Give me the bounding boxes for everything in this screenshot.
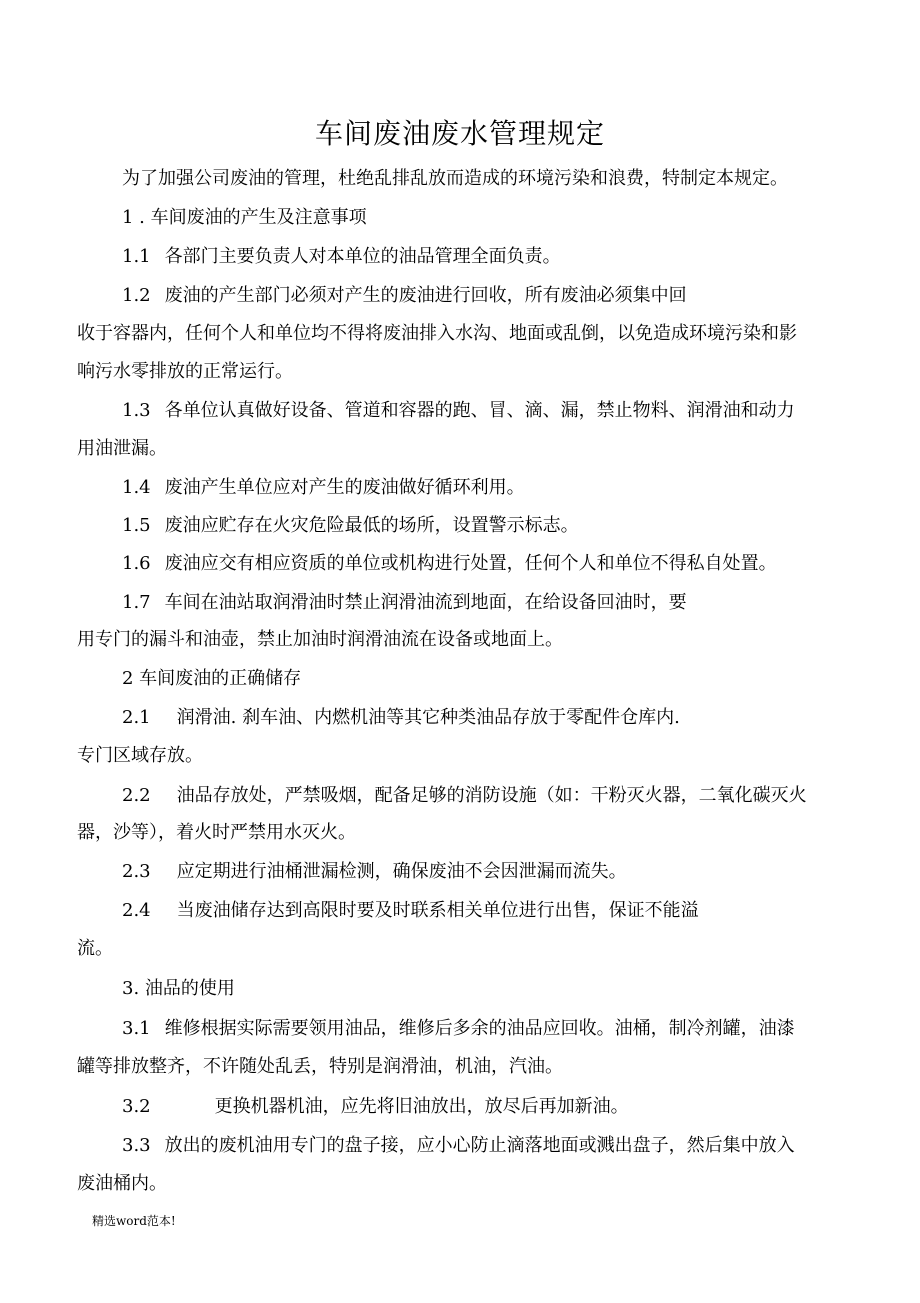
- item-3-1: [122, 1018, 795, 1040]
- item-2-1: [122, 707, 680, 729]
- section-3-heading: 3. 油品的使用: [122, 978, 235, 999]
- item-number: 3.1: [122, 1018, 151, 1039]
- item-1-2-continuation: 收于容器内，任何个人和单位均不得将废油排入水沟、地面或乱倒，以免造成环境污染和影: [77, 323, 797, 344]
- item-2-3: [122, 861, 627, 883]
- item-number: 2.2: [122, 785, 151, 806]
- item-3-2: [122, 1096, 629, 1118]
- item-1-2: [122, 285, 687, 307]
- item-number: 2.3: [122, 861, 151, 882]
- item-number: 1.5: [122, 515, 151, 536]
- item-1-5: [122, 515, 579, 537]
- item-text: 废油应贮存在火灾危险最低的场所，设置警示标志。: [164, 515, 579, 536]
- item-text: 应定期进行油桶泄漏检测，确保废油不会因泄漏而流失。: [176, 861, 627, 882]
- item-text: 废油的产生部门必须对产生的废油进行回收，所有废油必须集中回: [164, 285, 687, 306]
- item-1-4: [122, 477, 525, 499]
- item-number: 1.1: [122, 246, 151, 267]
- item-text: 油品存放处，严禁吸烟，配备足够的消防设施（如：干粉灭火器，二氧化碳灭火: [176, 785, 807, 806]
- item-text: 当废油储存达到高限时要及时联系相关单位进行出售，保证不能溢: [176, 900, 699, 921]
- item-number: 2.1: [122, 707, 151, 728]
- page-footer: 精选word范本!: [92, 1214, 176, 1228]
- item-1-1: [122, 246, 561, 268]
- section-1-heading: 1 . 车间废油的产生及注意事项: [122, 207, 367, 228]
- item-2-2-continuation: 器，沙等），着火时严禁用水灭火。: [77, 822, 356, 843]
- item-number: 1.7: [122, 592, 151, 613]
- item-1-7-continuation: 用专门的漏斗和油壶，禁止加油时润滑油流在设备或地面上。: [77, 629, 563, 650]
- item-number: 1.4: [122, 477, 151, 498]
- item-text: 车间在油站取润滑油时禁止润滑油流到地面，在给设备回油时，要: [164, 592, 687, 613]
- document-title: 车间废油废水管理规定: [314, 117, 605, 150]
- item-number: 1.3: [122, 400, 151, 421]
- item-1-3: [122, 400, 795, 422]
- item-text: 润滑油. 刹车油、内燃机油等其它种类油品存放于零配件仓库内.: [176, 707, 680, 728]
- item-number: 1.2: [122, 285, 151, 306]
- item-text: 放出的废机油用专门的盘子接，应小心防止滴落地面或溅出盘子，然后集中放入: [164, 1135, 795, 1156]
- item-number: 3.3: [122, 1135, 151, 1156]
- item-1-3-continuation: 用油泄漏。: [77, 438, 167, 459]
- item-1-6: [122, 553, 777, 575]
- item-2-4-continuation: 流。: [77, 938, 113, 959]
- item-number: 1.6: [122, 553, 151, 574]
- intro-paragraph: 为了加强公司废油的管理，杜绝乱排乱放而造成的环境污染和浪费，特制定本规定。: [122, 168, 788, 189]
- item-text: 更换机器机油，应先将旧油放出，放尽后再加新油。: [214, 1096, 629, 1117]
- section-2-heading: 2 车间废油的正确储存: [122, 668, 302, 689]
- item-2-4: [122, 900, 699, 922]
- item-text: 各部门主要负责人对本单位的油品管理全面负责。: [164, 246, 561, 267]
- item-number: 2.4: [122, 900, 151, 921]
- item-2-2: [122, 785, 807, 807]
- item-text: 维修根据实际需要领用油品，维修后多余的油品应回收。油桶，制冷剂罐，油漆: [164, 1018, 795, 1039]
- item-text: 各单位认真做好设备、管道和容器的跑、冒、滴、漏，禁止物料、润滑油和动力: [164, 400, 795, 421]
- item-1-7: [122, 592, 687, 614]
- item-text: 废油产生单位应对产生的废油做好循环利用。: [164, 477, 525, 498]
- item-2-1-continuation: 专门区域存放。: [77, 745, 203, 766]
- item-3-3: [122, 1135, 795, 1157]
- item-text: 废油应交有相应资质的单位或机构进行处置，任何个人和单位不得私自处置。: [164, 553, 777, 574]
- item-1-2-continuation: 响污水零排放的正常运行。: [77, 361, 293, 382]
- item-3-3-continuation: 废油桶内。: [77, 1173, 167, 1194]
- item-number: 3.2: [122, 1096, 151, 1117]
- item-3-1-continuation: 罐等排放整齐，不许随处乱丢，特别是润滑油，机油，汽油。: [77, 1056, 563, 1077]
